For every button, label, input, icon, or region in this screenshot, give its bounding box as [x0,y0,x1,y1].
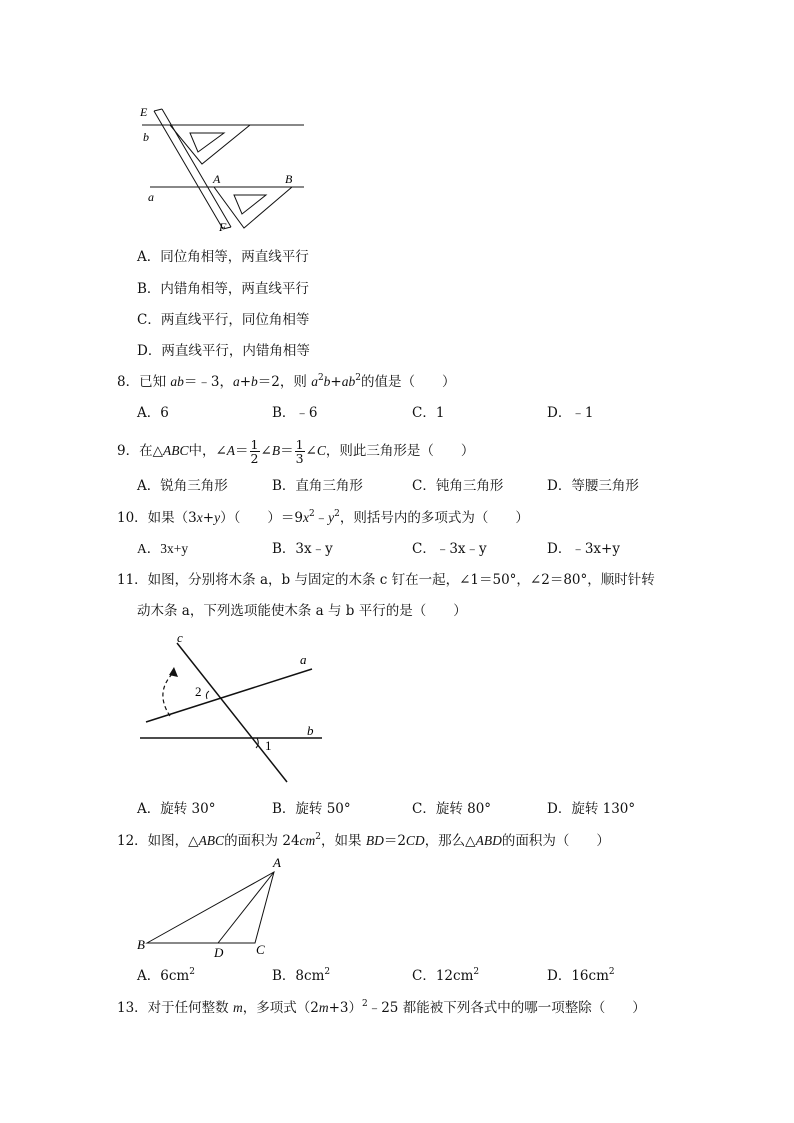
stick-c [177,643,287,782]
q11-option-d: D．旋转 130° [547,801,636,817]
q11-option-c: C．旋转 80° [412,801,492,817]
q12-option-d: D．$16cm^2$ [547,967,615,984]
q7-option-b: B．内错角相等，两直线平行 [137,281,309,297]
question-11-line-2: 动木条 a，下列选项能使木条 a 与 b 平行的是（ ） [137,603,467,619]
q9-option-c: C．钝角三角形 [412,478,504,494]
figure-triangle-abc [132,852,292,964]
label-a: a [300,652,307,667]
fraction-one-half: $\frac{1}{2}$ [250,437,259,466]
q8-option-a: A．6 [137,405,169,421]
rotation-arrow [163,672,174,716]
q10-option-a: A．3x+y [137,541,189,556]
question-11-line-1: 11．如图，分别将木条 a，b 与固定的木条 c 钉在一起，∠1＝50°，∠2＝80°，顺时针转 [117,572,655,588]
q9-option-d: D．等腰三角形 [547,478,639,494]
q8-option-d: D．﹣1 [547,405,594,421]
q7-option-d: D．两直线平行，内错角相等 [137,343,310,359]
label-E: E [140,105,148,119]
triangle-ABC [147,872,274,943]
label-A: A [273,855,281,870]
label-2: 2 [195,684,202,699]
q8-option-b: B．﹣6 [272,405,318,421]
q8-option-c: C．1 [412,405,445,421]
label-A: A [213,172,221,186]
label-a: a [148,190,154,204]
fraction-one-third: $\frac{1}{3}$ [295,437,304,466]
q10-option-d: D．﹣3x+y [547,541,620,557]
q12-option-a: A．$6cm^2$ [137,967,195,984]
q12-option-c: C．$12cm^2$ [412,967,480,984]
label-c: c [177,630,183,645]
figure-parallel-lines-triangle-ruler [130,100,315,238]
q7-option-a: A．同位角相等，两直线平行 [137,249,309,265]
label-B: B [137,937,145,952]
label-1: 1 [265,738,272,753]
q11-option-b: B．旋转 50° [272,801,351,817]
angle-2-arc [206,691,209,699]
question-12-stem: 12．如图，△ABC的面积为 $24cm^2$，如果 BD＝2CD，那么△ABD的面积为（ ） [117,832,610,849]
q9-option-a: A．锐角三角形 [137,478,228,494]
label-b: b [143,130,149,144]
label-D: D [214,945,224,960]
label-B: B [285,172,293,186]
ruler-edge-left [154,111,223,229]
q10-option-c: C．﹣3x﹣y [412,541,487,557]
ruler-edge-right [162,109,231,227]
q10-option-b: B．3x﹣y [272,541,333,557]
segment-AD [218,872,274,943]
stick-a [146,669,312,722]
question-13-stem: 13．对于任何整数 m，多项式$(2m+3)^2﹣25$ 都能被下列各式中的哪一项整除（ ） [117,999,646,1016]
label-b: b [307,723,314,738]
question-8-stem: 8．已知 ab＝﹣3，a+b＝2，则 $a^2b+ab^2$的值是（ ） [117,373,456,390]
question-9-stem: 9．在△ABC中，∠A＝ $\frac{1}{2}$ ∠B＝ $\frac{1}{3}$ ∠C，则此三角形是（ ） [117,437,475,466]
figure-wooden-sticks [132,630,332,790]
question-10-stem: 10．如果（3x+y）（ ）$=9x^2﹣y^2$，则括号内的多项式为（ ） [117,509,529,526]
q12-option-b: B．$8cm^2$ [272,967,331,984]
q7-option-c: C．两直线平行，同位角相等 [137,312,310,328]
q9-option-b: B．直角三角形 [272,478,363,494]
label-F: F [219,220,227,234]
label-C: C [256,942,265,957]
q11-option-a: A．旋转 30° [137,801,216,817]
